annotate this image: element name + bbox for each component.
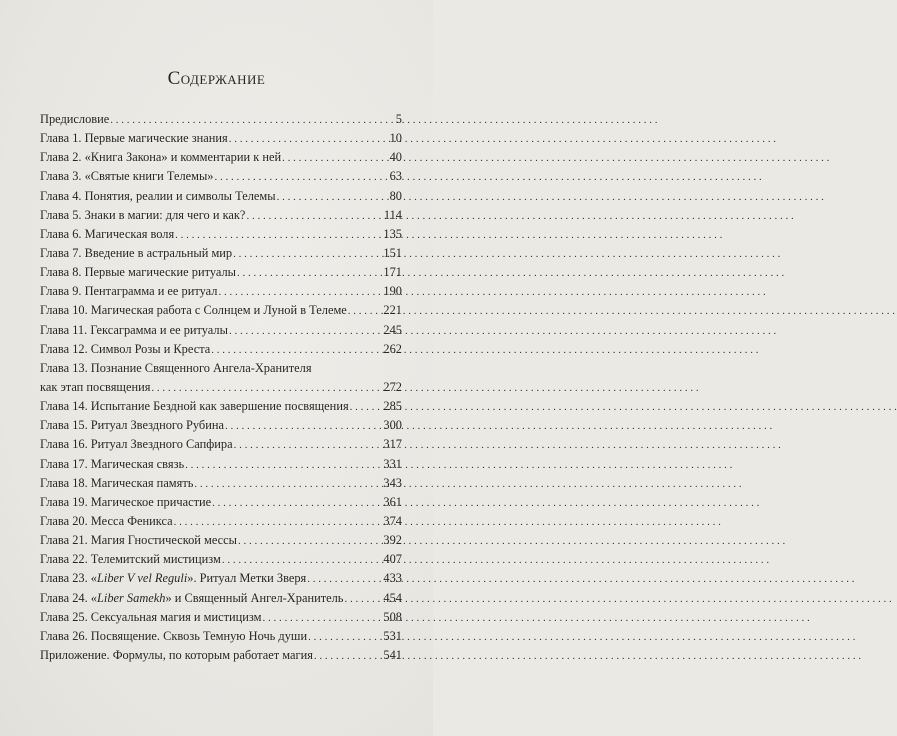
toc-entry-label: Глава 26. Посвящение. Сквозь Темную Ночь души [40,628,308,643]
toc-entry-label: Глава 8. Первые магические ритуалы [40,265,236,280]
page-title: Содержание [167,68,266,89]
toc-entry-page-number: 285 [383,399,402,414]
dot-leader [344,589,382,609]
toc-entry[interactable] [40,301,402,320]
toc-entry-second-line [40,378,402,398]
toc-entry-page-number: 433 [383,571,402,586]
toc-entry[interactable] [40,321,402,340]
toc-entry-page-number: 508 [383,609,402,624]
toc-entry[interactable] [40,512,402,531]
toc-entry[interactable] [40,359,402,397]
dot-leader [229,129,389,149]
toc-entry[interactable] [40,397,402,416]
toc-entry-label: Глава 11. Гексаграмма и ее ритуалы [40,322,228,337]
dot-leader [194,474,382,494]
dot-leader [277,187,389,207]
dot-leader [175,225,382,245]
toc-entry[interactable] [40,225,402,244]
dot-leader [234,435,383,455]
toc-entry[interactable] [40,129,402,148]
toc-entry-label-pre: Глава 24. « [40,590,97,605]
toc-entry-label: Глава 21. Магия Гностической мессы [40,533,238,548]
toc-entry[interactable] [40,646,402,665]
toc-entry-label: Глава 18. Магическая память [40,475,194,490]
toc-entry-page-number: 531 [383,628,402,643]
toc-entry-label: Глава 22. Телемитский мистицизм [40,552,221,567]
toc-entry-page-number: 262 [383,341,402,356]
toc-entry-label: Глава 19. Магическое причастие [40,494,212,509]
table-of-contents [40,110,402,665]
toc-entry[interactable] [40,263,402,282]
toc-entry[interactable] [40,608,402,627]
dot-leader [151,378,382,398]
dot-leader [212,493,382,513]
toc-entry-label [40,589,343,608]
dot-leader [225,416,382,436]
dot-leader [350,397,383,417]
toc-entry-label: Глава 17. Магическая связь [40,456,185,471]
dot-leader [348,301,383,321]
toc-entry-page-number: 361 [383,494,402,509]
toc-entry[interactable] [40,531,402,550]
toc-entry[interactable] [40,627,402,646]
toc-entry-page-number: 10 [389,131,402,146]
dot-leader [229,321,382,341]
dot-leader [262,608,382,628]
toc-entry-label [40,569,306,588]
toc-entry[interactable] [40,493,402,512]
toc-entry-label-italic: Liber Samekh [96,590,166,605]
toc-entry[interactable] [40,589,402,608]
toc-entry-label: Глава 4. Понятия, реалии и символы Телемы [40,188,276,203]
toc-entry[interactable] [40,340,402,359]
toc-entry-page-number: 171 [383,265,402,280]
toc-entry-page-number: 221 [383,303,402,318]
dot-leader [110,110,395,130]
toc-entry[interactable] [40,416,402,435]
toc-entry-page-number: 392 [383,533,402,548]
toc-entry[interactable] [40,474,402,493]
toc-entry-page-number: 63 [389,169,402,184]
toc-entry-page-number: 114 [383,207,402,222]
toc-entry-label: Глава 7. Введение в астральный мир [40,245,233,260]
dot-leader [237,263,382,283]
dot-leader [246,206,382,226]
toc-entry-page-number: 272 [383,379,402,394]
dot-leader [211,340,382,360]
toc-entry-label: Глава 3. «Святые книги Телемы» [40,169,214,184]
dot-leader [185,455,382,475]
toc-entry[interactable] [40,167,402,186]
book-page [0,0,433,736]
toc-entry-label: Глава 14. Испытание Бездной как завершение посвящения [40,399,349,414]
toc-entry[interactable] [40,244,402,263]
toc-entry-page-number: 374 [383,513,402,528]
toc-entry-label: Глава 25. Сексуальная магия и мистицизм [40,609,262,624]
toc-entry-page-number: 245 [383,322,402,337]
toc-entry-label: Глава 9. Пентаграмма и ее ритуал [40,284,218,299]
toc-entry[interactable] [40,110,402,129]
toc-entry-label: Глава 2. «Книга Закона» и комментарии к ней [40,150,282,165]
dot-leader [233,244,382,264]
toc-entry-label-post: ». Ритуал Метки Зверя [187,571,307,586]
toc-entry-page-number: 331 [383,456,402,471]
toc-entry[interactable] [40,550,402,569]
toc-entry-label: Глава 5. Знаки в магии: для чего и как? [40,207,246,222]
toc-entry-page-number: 5 [395,112,402,126]
toc-entry-page-number: 300 [383,418,402,433]
toc-entry-page-number: 317 [383,437,402,452]
toc-entry-page-number: 40 [389,150,402,165]
toc-entry-page-number: 151 [383,245,402,260]
toc-entry-page-number: 454 [383,590,402,605]
dot-leader [307,569,382,589]
toc-entry-label: Глава 13. Познание Священного Ангела-Хранителя [40,360,312,375]
toc-entry-label: Глава 20. Месса Феникса [40,513,173,528]
dot-leader [308,627,382,647]
toc-entry-page-number: 190 [383,284,402,299]
toc-entry-label-pre: Глава 23. « [40,571,97,586]
toc-entry-label-continued: как этап посвящения [40,379,151,394]
toc-entry[interactable] [40,187,402,206]
toc-entry-page-number: 80 [389,188,402,203]
toc-entry[interactable] [40,206,402,225]
toc-entry[interactable] [40,435,402,454]
toc-entry-label: Приложение. Формулы, по которым работает магия [40,647,313,662]
toc-entry-page-number: 541 [383,647,402,662]
dot-leader [215,167,389,187]
dot-leader [238,531,382,551]
toc-entry-label: Глава 10. Магическая работа с Солнцем и Луной в Телеме [40,303,347,318]
toc-entry-label: Предисловие [40,112,110,126]
toc-entry-label-italic: Liber V vel Reguli [96,571,188,586]
toc-entry[interactable] [40,569,402,588]
toc-entry-label-post: » и Священный Ангел-Хранитель [165,590,344,605]
dot-leader [174,512,383,532]
toc-entry[interactable] [40,148,402,167]
toc-entry-page-number: 135 [383,226,402,241]
dot-leader [218,282,382,302]
toc-entry-page-number: 343 [383,475,402,490]
toc-entry-label: Глава 16. Ритуал Звездного Сапфира [40,437,233,452]
dot-leader [282,148,389,168]
toc-entry-label: Глава 12. Символ Розы и Креста [40,341,211,356]
toc-entry-label: Глава 1. Первые магические знания [40,131,228,146]
dot-leader [314,646,382,666]
dot-leader [222,550,383,570]
toc-entry-page-number: 407 [383,552,402,567]
toc-entry-label: Глава 15. Ритуал Звездного Рубина [40,418,224,433]
toc-entry-label: Глава 6. Магическая воля [40,226,175,241]
toc-entry[interactable] [40,455,402,474]
toc-entry[interactable] [40,282,402,301]
